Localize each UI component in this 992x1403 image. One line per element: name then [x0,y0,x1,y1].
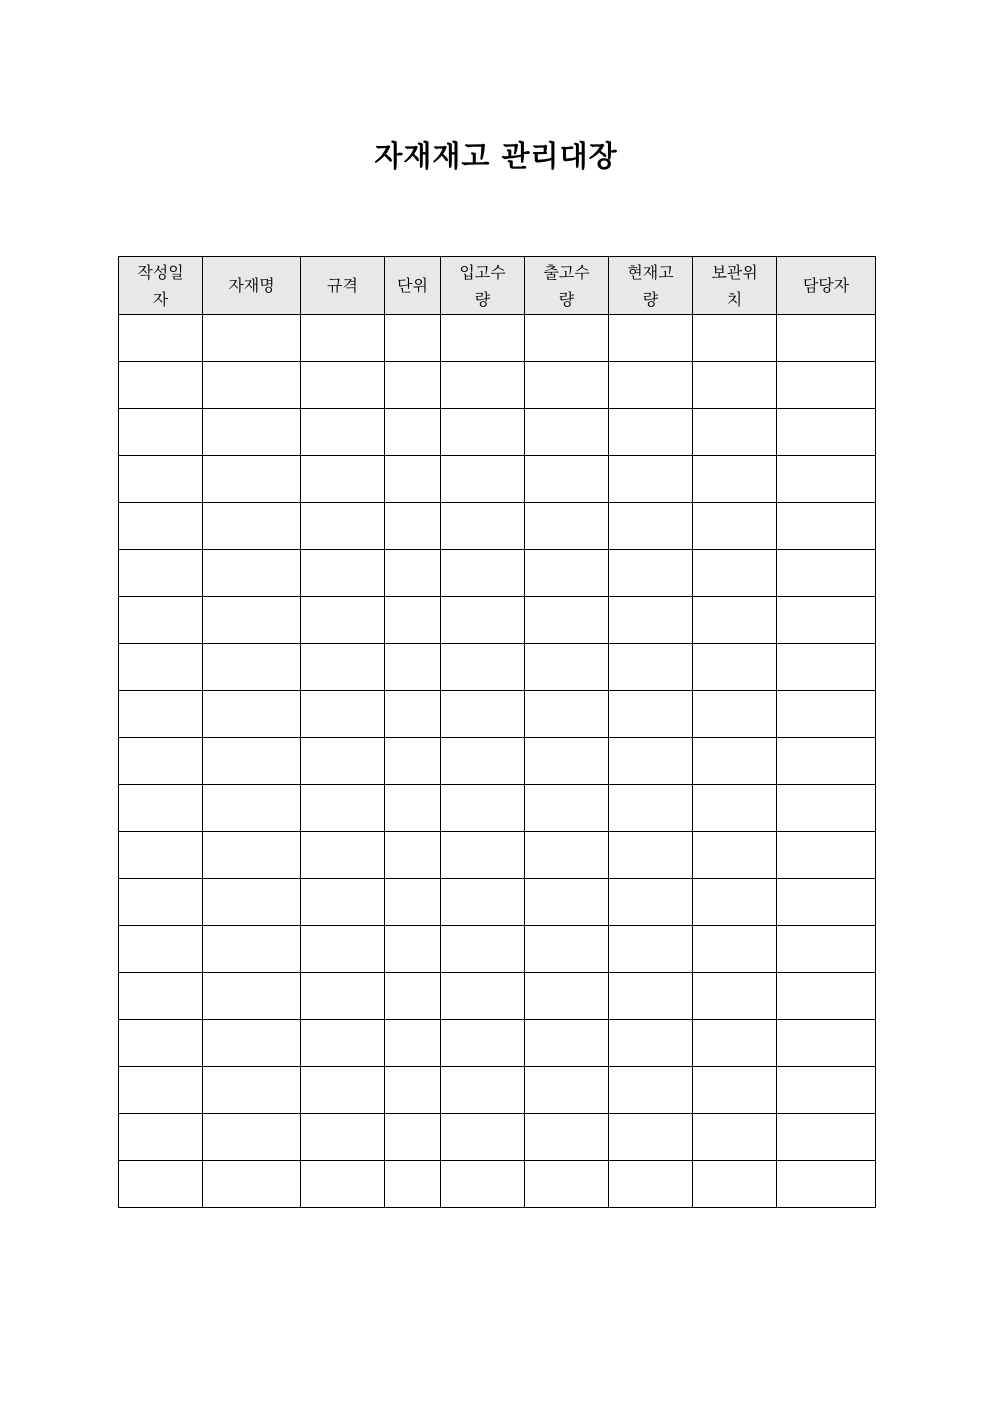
header-material-name [203,257,301,315]
cell-unit[interactable] [385,503,441,550]
cell-manager[interactable] [777,691,876,738]
cell-manager[interactable] [777,785,876,832]
cell-storage-location[interactable] [693,644,777,691]
cell-storage-location[interactable] [693,832,777,879]
header-material-name-label: 자재명 [228,276,275,295]
table-row [119,785,876,832]
cell-storage-location[interactable] [693,926,777,973]
header-manager [777,257,876,315]
table-row [119,1161,876,1208]
table-row [119,1067,876,1114]
header-current-stock-line1: 현재고 [627,262,674,282]
cell-current-stock[interactable] [609,973,693,1020]
cell-in-qty[interactable] [441,738,525,785]
table-row [119,1020,876,1067]
cell-storage-location[interactable] [693,315,777,362]
cell-spec[interactable] [301,1020,385,1067]
table-row [119,644,876,691]
cell-unit[interactable] [385,973,441,1020]
cell-unit[interactable] [385,926,441,973]
cell-storage-location[interactable] [693,691,777,738]
table-row [119,362,876,409]
cell-date[interactable] [119,1067,203,1114]
cell-date[interactable] [119,644,203,691]
cell-material-name[interactable] [203,973,301,1020]
cell-spec[interactable] [301,973,385,1020]
cell-storage-location[interactable] [693,879,777,926]
cell-out-qty[interactable] [525,1114,609,1161]
cell-manager[interactable] [777,409,876,456]
cell-manager[interactable] [777,315,876,362]
cell-unit[interactable] [385,550,441,597]
cell-current-stock[interactable] [609,926,693,973]
cell-out-qty[interactable] [525,456,609,503]
cell-current-stock[interactable] [609,1020,693,1067]
cell-out-qty[interactable] [525,926,609,973]
cell-current-stock[interactable] [609,1114,693,1161]
cell-material-name[interactable] [203,738,301,785]
cell-in-qty[interactable] [441,1067,525,1114]
cell-storage-location[interactable] [693,785,777,832]
cell-spec[interactable] [301,456,385,503]
cell-storage-location[interactable] [693,503,777,550]
header-current-stock-line2: 량 [642,289,659,309]
cell-unit[interactable] [385,785,441,832]
cell-storage-location[interactable] [693,1020,777,1067]
cell-spec[interactable] [301,597,385,644]
cell-spec[interactable] [301,785,385,832]
cell-out-qty[interactable] [525,973,609,1020]
cell-date[interactable] [119,973,203,1020]
cell-unit[interactable] [385,691,441,738]
cell-date[interactable] [119,1161,203,1208]
table-header-row [119,257,876,315]
cell-date[interactable] [119,785,203,832]
cell-in-qty[interactable] [441,315,525,362]
table-row [119,738,876,785]
cell-spec[interactable] [301,409,385,456]
cell-material-name[interactable] [203,785,301,832]
cell-current-stock[interactable] [609,832,693,879]
header-in-qty [441,257,525,315]
header-out-qty [525,257,609,315]
cell-spec[interactable] [301,879,385,926]
cell-unit[interactable] [385,644,441,691]
cell-storage-location[interactable] [693,1161,777,1208]
cell-date[interactable] [119,315,203,362]
cell-storage-location[interactable] [693,597,777,644]
header-date-line1: 작성일 [137,262,184,282]
cell-manager[interactable] [777,1067,876,1114]
cell-manager[interactable] [777,362,876,409]
cell-material-name[interactable] [203,926,301,973]
cell-material-name[interactable] [203,409,301,456]
cell-spec[interactable] [301,1161,385,1208]
cell-spec[interactable] [301,926,385,973]
cell-out-qty[interactable] [525,315,609,362]
cell-date[interactable] [119,926,203,973]
cell-spec[interactable] [301,832,385,879]
header-spec [301,257,385,315]
cell-date[interactable] [119,832,203,879]
cell-storage-location[interactable] [693,738,777,785]
cell-in-qty[interactable] [441,973,525,1020]
table-row [119,409,876,456]
cell-spec[interactable] [301,1114,385,1161]
cell-manager[interactable] [777,926,876,973]
table-row [119,691,876,738]
cell-material-name[interactable] [203,1020,301,1067]
cell-date[interactable] [119,738,203,785]
cell-date[interactable] [119,1020,203,1067]
cell-manager[interactable] [777,1114,876,1161]
cell-material-name[interactable] [203,1161,301,1208]
cell-material-name[interactable] [203,362,301,409]
cell-current-stock[interactable] [609,691,693,738]
cell-out-qty[interactable] [525,409,609,456]
header-date-line2: 자 [152,289,169,309]
cell-in-qty[interactable] [441,1161,525,1208]
table-row [119,973,876,1020]
cell-manager[interactable] [777,1161,876,1208]
cell-storage-location[interactable] [693,550,777,597]
cell-manager[interactable] [777,1020,876,1067]
cell-unit[interactable] [385,738,441,785]
cell-material-name[interactable] [203,691,301,738]
cell-material-name[interactable] [203,644,301,691]
cell-material-name[interactable] [203,315,301,362]
cell-storage-location[interactable] [693,362,777,409]
table-row [119,597,876,644]
table-row [119,1114,876,1161]
cell-storage-location[interactable] [693,409,777,456]
table-row [119,550,876,597]
cell-out-qty[interactable] [525,1020,609,1067]
header-out-qty-line1: 출고수 [543,262,590,282]
header-storage-location [693,257,777,315]
cell-material-name[interactable] [203,456,301,503]
cell-in-qty[interactable] [441,409,525,456]
cell-in-qty[interactable] [441,926,525,973]
cell-spec[interactable] [301,738,385,785]
header-unit [385,257,441,315]
cell-out-qty[interactable] [525,362,609,409]
cell-unit[interactable] [385,1020,441,1067]
cell-manager[interactable] [777,503,876,550]
header-manager-label: 담당자 [802,276,850,295]
cell-date[interactable] [119,362,203,409]
cell-unit[interactable] [385,1067,441,1114]
cell-in-qty[interactable] [441,879,525,926]
cell-storage-location[interactable] [693,973,777,1020]
cell-storage-location[interactable] [693,1067,777,1114]
cell-current-stock[interactable] [609,879,693,926]
cell-manager[interactable] [777,456,876,503]
cell-unit[interactable] [385,1161,441,1208]
cell-date[interactable] [119,1114,203,1161]
header-current-stock [609,257,693,315]
cell-current-stock[interactable] [609,785,693,832]
cell-material-name[interactable] [203,1114,301,1161]
cell-date[interactable] [119,691,203,738]
cell-out-qty[interactable] [525,503,609,550]
cell-spec[interactable] [301,691,385,738]
cell-spec[interactable] [301,362,385,409]
table-row [119,879,876,926]
cell-in-qty[interactable] [441,597,525,644]
cell-out-qty[interactable] [525,1067,609,1114]
table-row [119,832,876,879]
cell-in-qty[interactable] [441,362,525,409]
cell-date[interactable] [119,456,203,503]
cell-unit[interactable] [385,832,441,879]
cell-in-qty[interactable] [441,691,525,738]
cell-out-qty[interactable] [525,785,609,832]
table-body [119,315,876,1208]
cell-material-name[interactable] [203,550,301,597]
cell-current-stock[interactable] [609,362,693,409]
cell-storage-location[interactable] [693,456,777,503]
cell-date[interactable] [119,503,203,550]
table-row [119,926,876,973]
cell-current-stock[interactable] [609,1067,693,1114]
cell-manager[interactable] [777,738,876,785]
cell-manager[interactable] [777,597,876,644]
document-title: 자재재고 관리대장 [374,139,618,173]
cell-current-stock[interactable] [609,456,693,503]
cell-unit[interactable] [385,879,441,926]
cell-spec[interactable] [301,550,385,597]
header-in-qty-line2: 량 [474,289,491,309]
cell-date[interactable] [119,550,203,597]
header-unit-label: 단위 [397,276,428,295]
header-in-qty-line1: 입고수 [459,262,506,282]
cell-unit[interactable] [385,1114,441,1161]
cell-storage-location[interactable] [693,1114,777,1161]
header-out-qty-line2: 량 [558,289,575,309]
cell-current-stock[interactable] [609,644,693,691]
cell-out-qty[interactable] [525,879,609,926]
header-spec-label: 규격 [327,276,358,295]
cell-current-stock[interactable] [609,738,693,785]
cell-date[interactable] [119,597,203,644]
cell-spec[interactable] [301,315,385,362]
cell-unit[interactable] [385,315,441,362]
cell-in-qty[interactable] [441,503,525,550]
cell-spec[interactable] [301,1067,385,1114]
cell-out-qty[interactable] [525,832,609,879]
cell-current-stock[interactable] [609,409,693,456]
cell-manager[interactable] [777,973,876,1020]
cell-date[interactable] [119,409,203,456]
cell-date[interactable] [119,879,203,926]
cell-current-stock[interactable] [609,1161,693,1208]
cell-in-qty[interactable] [441,644,525,691]
cell-in-qty[interactable] [441,1114,525,1161]
cell-current-stock[interactable] [609,503,693,550]
cell-out-qty[interactable] [525,738,609,785]
cell-in-qty[interactable] [441,1020,525,1067]
cell-unit[interactable] [385,409,441,456]
cell-manager[interactable] [777,832,876,879]
header-date [119,257,203,315]
cell-in-qty[interactable] [441,456,525,503]
cell-unit[interactable] [385,456,441,503]
cell-current-stock[interactable] [609,315,693,362]
cell-in-qty[interactable] [441,550,525,597]
cell-unit[interactable] [385,362,441,409]
cell-current-stock[interactable] [609,550,693,597]
cell-material-name[interactable] [203,879,301,926]
inventory-ledger-table [118,256,876,1208]
cell-spec[interactable] [301,644,385,691]
cell-manager[interactable] [777,879,876,926]
cell-out-qty[interactable] [525,1161,609,1208]
header-storage-location-line1: 보관위 [711,262,758,282]
table-row [119,456,876,503]
cell-unit[interactable] [385,597,441,644]
cell-manager[interactable] [777,550,876,597]
cell-material-name[interactable] [203,832,301,879]
cell-manager[interactable] [777,644,876,691]
cell-material-name[interactable] [203,503,301,550]
cell-material-name[interactable] [203,597,301,644]
table-row [119,315,876,362]
cell-out-qty[interactable] [525,550,609,597]
cell-out-qty[interactable] [525,597,609,644]
cell-out-qty[interactable] [525,691,609,738]
cell-current-stock[interactable] [609,597,693,644]
cell-in-qty[interactable] [441,785,525,832]
cell-out-qty[interactable] [525,644,609,691]
cell-material-name[interactable] [203,1067,301,1114]
cell-spec[interactable] [301,503,385,550]
header-storage-location-line2: 치 [726,289,743,309]
table-row [119,503,876,550]
cell-in-qty[interactable] [441,832,525,879]
